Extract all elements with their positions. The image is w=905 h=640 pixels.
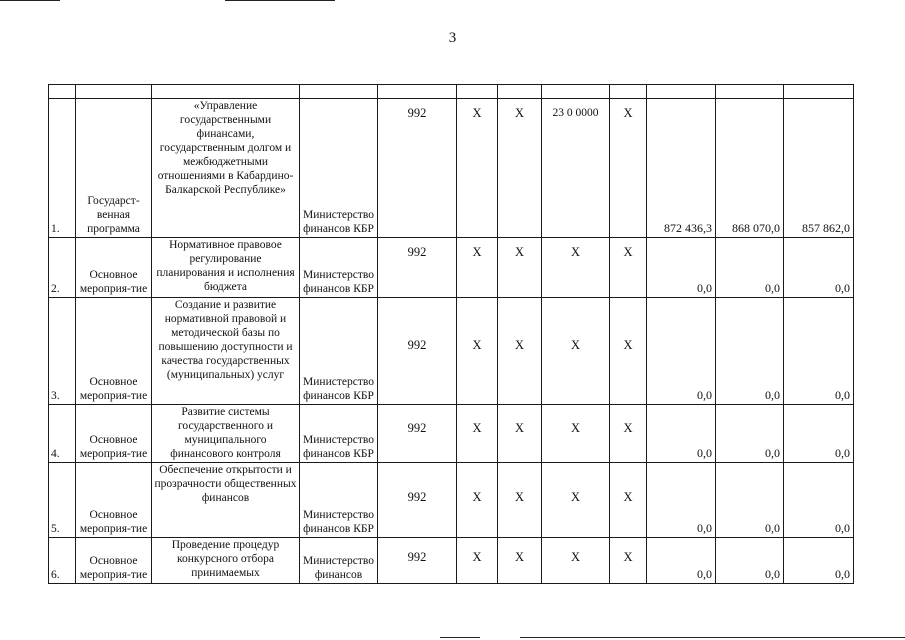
row-amount-2: 0,0	[716, 405, 784, 463]
row-type: Государст-венная программа	[76, 99, 152, 238]
row-type: Основное мероприя-тие	[76, 405, 152, 463]
table-row	[49, 298, 854, 405]
page-number: 3	[448, 30, 457, 46]
table-header-row	[49, 85, 854, 99]
row-grbs: 992	[378, 405, 457, 463]
row-amount-1: 0,0	[647, 405, 716, 463]
budget-table	[48, 84, 854, 584]
row-rz: Х	[457, 298, 498, 405]
table-row	[49, 405, 854, 463]
header-cell	[378, 85, 457, 99]
row-amount-1: 0,0	[647, 538, 716, 584]
row-type: Основное мероприя-тие	[76, 463, 152, 538]
row-grbs: 992	[378, 538, 457, 584]
row-amount-1: 0,0	[647, 238, 716, 298]
row-grbs: 992	[378, 238, 457, 298]
row-csr: Х	[542, 538, 610, 584]
row-number: 3.	[49, 298, 76, 405]
header-cell	[647, 85, 716, 99]
row-amount-3: 857 862,0	[784, 99, 854, 238]
row-vr: Х	[610, 405, 647, 463]
row-type: Основное мероприя-тие	[76, 298, 152, 405]
scan-artifact-bottom	[520, 637, 905, 638]
row-csr: Х	[542, 463, 610, 538]
row-vr: Х	[610, 298, 647, 405]
row-pr: Х	[498, 298, 542, 405]
row-name: Проведение процедур конкурсного отбора принимаемых	[152, 538, 300, 584]
row-vr: Х	[610, 463, 647, 538]
row-executor: Министерство финансов КБР	[300, 405, 378, 463]
row-grbs: 992	[378, 463, 457, 538]
scan-artifact-top-left	[0, 0, 60, 1]
row-name: Обеспечение открытости и прозрачности общественных финансов	[152, 463, 300, 538]
row-vr: Х	[610, 538, 647, 584]
header-cell	[542, 85, 610, 99]
row-csr: Х	[542, 298, 610, 405]
row-number: 4.	[49, 405, 76, 463]
table-row	[49, 238, 854, 298]
row-pr: Х	[498, 238, 542, 298]
header-cell	[498, 85, 542, 99]
row-amount-3: 0,0	[784, 238, 854, 298]
row-number: 6.	[49, 538, 76, 584]
row-amount-2: 0,0	[716, 538, 784, 584]
header-cell	[76, 85, 152, 99]
header-cell	[457, 85, 498, 99]
row-name: Нормативное правовое регулирование планирования и исполнения бюджета	[152, 238, 300, 298]
row-amount-2: 0,0	[716, 238, 784, 298]
row-amount-1: 0,0	[647, 298, 716, 405]
row-rz: Х	[457, 99, 498, 238]
table-row	[49, 463, 854, 538]
header-cell	[716, 85, 784, 99]
row-rz: Х	[457, 405, 498, 463]
table-row	[49, 99, 854, 238]
header-cell	[49, 85, 76, 99]
row-name: «Управление государственными финансами, государственным долгом и межбюджетными отношениями в Кабардино-Балкарской Республике»	[152, 99, 300, 238]
scan-artifact-bottom-left	[440, 637, 480, 638]
row-csr: 23 0 0000	[542, 99, 610, 238]
header-cell	[784, 85, 854, 99]
row-amount-2: 0,0	[716, 298, 784, 405]
row-pr: Х	[498, 99, 542, 238]
row-executor: Министерство финансов КБР	[300, 463, 378, 538]
row-amount-3: 0,0	[784, 298, 854, 405]
table-row	[49, 538, 854, 584]
row-number: 1.	[49, 99, 76, 238]
header-cell	[300, 85, 378, 99]
header-cell	[610, 85, 647, 99]
row-number: 2.	[49, 238, 76, 298]
header-cell	[152, 85, 300, 99]
row-executor: Министерство финансов КБР	[300, 99, 378, 238]
row-pr: Х	[498, 463, 542, 538]
row-executor: Министерство финансов	[300, 538, 378, 584]
row-amount-1: 0,0	[647, 463, 716, 538]
row-number: 5.	[49, 463, 76, 538]
row-name: Развитие системы государственного и муниципального финансового контроля	[152, 405, 300, 463]
row-csr: Х	[542, 405, 610, 463]
row-type: Основное мероприя-тие	[76, 538, 152, 584]
row-amount-3: 0,0	[784, 405, 854, 463]
row-pr: Х	[498, 405, 542, 463]
row-rz: Х	[457, 538, 498, 584]
row-amount-2: 0,0	[716, 463, 784, 538]
row-amount-1: 872 436,3	[647, 99, 716, 238]
row-amount-2: 868 070,0	[716, 99, 784, 238]
row-amount-3: 0,0	[784, 463, 854, 538]
row-grbs: 992	[378, 99, 457, 238]
row-grbs: 992	[378, 298, 457, 405]
row-executor: Министерство финансов КБР	[300, 298, 378, 405]
row-name: Создание и развитие нормативной правовой и методической базы по повышению доступности и качества государственных (муниципальных) услуг	[152, 298, 300, 405]
row-pr: Х	[498, 538, 542, 584]
scan-artifact-top-center	[225, 0, 335, 1]
row-csr: Х	[542, 238, 610, 298]
row-executor: Министерство финансов КБР	[300, 238, 378, 298]
row-vr: Х	[610, 99, 647, 238]
row-amount-3: 0,0	[784, 538, 854, 584]
row-vr: Х	[610, 238, 647, 298]
row-type: Основное мероприя-тие	[76, 238, 152, 298]
row-rz: Х	[457, 238, 498, 298]
row-rz: Х	[457, 463, 498, 538]
